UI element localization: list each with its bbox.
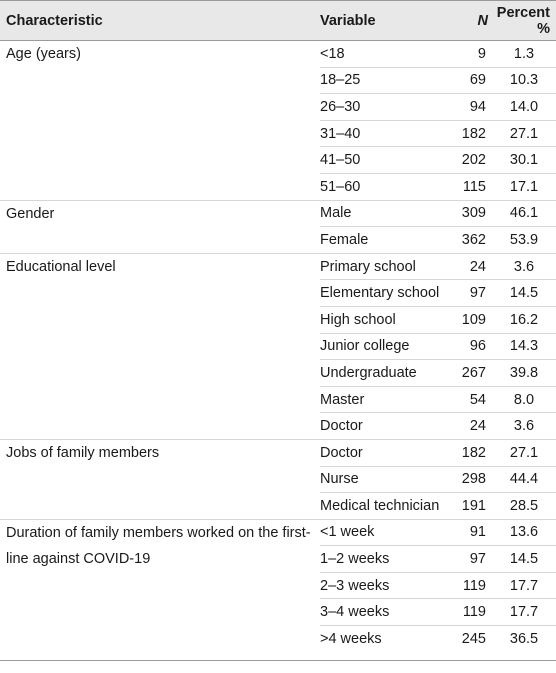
percent-cell: 3.6 — [490, 413, 556, 440]
variable-cell: 26–30 — [320, 94, 450, 121]
percent-cell: 53.9 — [490, 227, 556, 254]
table-row — [0, 439, 556, 466]
variable-cell: 3–4 weeks — [320, 599, 450, 626]
variable-cell: Male — [320, 200, 450, 227]
variable-cell: 51–60 — [320, 173, 450, 200]
variable-cell: 1–2 weeks — [320, 546, 450, 573]
n-cell: 69 — [450, 67, 490, 94]
percent-cell: 44.4 — [490, 466, 556, 493]
characteristic-cell: Educational level — [0, 253, 320, 439]
n-cell: 119 — [450, 599, 490, 626]
table-row — [0, 253, 556, 280]
variable-cell: <1 week — [320, 519, 450, 546]
percent-cell: 1.3 — [490, 41, 556, 68]
percent-cell: 27.1 — [490, 120, 556, 147]
header-row — [0, 1, 556, 41]
percent-cell: 14.3 — [490, 333, 556, 360]
percent-cell: 13.6 — [490, 519, 556, 546]
percent-cell: 14.5 — [490, 280, 556, 307]
characteristic-cell: Jobs of family members — [0, 439, 320, 519]
n-cell: 298 — [450, 466, 490, 493]
percent-cell: 17.1 — [490, 173, 556, 200]
variable-cell: Doctor — [320, 413, 450, 440]
n-cell: 24 — [450, 413, 490, 440]
percent-cell: 46.1 — [490, 200, 556, 227]
table-row — [0, 200, 556, 227]
table-row — [0, 519, 556, 546]
n-cell: 94 — [450, 94, 490, 121]
percent-cell: 16.2 — [490, 306, 556, 333]
variable-cell: Doctor — [320, 439, 450, 466]
percent-cell: 17.7 — [490, 572, 556, 599]
n-cell: 182 — [450, 120, 490, 147]
n-cell: 24 — [450, 253, 490, 280]
variable-cell: 31–40 — [320, 120, 450, 147]
percent-cell: 28.5 — [490, 493, 556, 520]
variable-cell: Junior college — [320, 333, 450, 360]
percent-cell: 14.5 — [490, 546, 556, 573]
n-cell: 202 — [450, 147, 490, 174]
variable-cell: Nurse — [320, 466, 450, 493]
n-cell: 91 — [450, 519, 490, 546]
variable-cell: 41–50 — [320, 147, 450, 174]
percent-cell: 10.3 — [490, 67, 556, 94]
variable-cell: 18–25 — [320, 67, 450, 94]
percent-cell: 17.7 — [490, 599, 556, 626]
n-cell: 96 — [450, 333, 490, 360]
variable-cell: Primary school — [320, 253, 450, 280]
characteristic-cell: Age (years) — [0, 41, 320, 201]
table-header — [0, 1, 556, 41]
percent-cell: 36.5 — [490, 626, 556, 653]
n-cell: 54 — [450, 386, 490, 413]
n-cell: 191 — [450, 493, 490, 520]
n-cell: 97 — [450, 280, 490, 307]
percent-cell: 27.1 — [490, 439, 556, 466]
table-row — [0, 41, 556, 68]
n-cell: 115 — [450, 173, 490, 200]
header-variable: Variable — [320, 12, 376, 29]
n-cell: 119 — [450, 572, 490, 599]
variable-cell: High school — [320, 306, 450, 333]
n-cell: 182 — [450, 439, 490, 466]
n-cell: 267 — [450, 360, 490, 387]
variable-cell: Undergraduate — [320, 360, 450, 387]
header-n: N — [477, 12, 488, 29]
n-cell: 97 — [450, 546, 490, 573]
percent-cell: 14.0 — [490, 94, 556, 121]
variable-cell: Master — [320, 386, 450, 413]
percent-cell: 3.6 — [490, 253, 556, 280]
characteristic-cell: Gender — [0, 200, 320, 253]
variable-cell: 2–3 weeks — [320, 572, 450, 599]
n-cell: 309 — [450, 200, 490, 227]
variable-cell: >4 weeks — [320, 626, 450, 653]
table-bottom-rule — [0, 660, 556, 661]
header-percent: Percent % — [496, 4, 550, 37]
n-cell: 9 — [450, 41, 490, 68]
percent-cell: 8.0 — [490, 386, 556, 413]
n-cell: 109 — [450, 306, 490, 333]
variable-cell: Elementary school — [320, 280, 450, 307]
table-body — [0, 41, 556, 653]
header-characteristic: Characteristic — [6, 12, 103, 29]
percent-cell: 39.8 — [490, 360, 556, 387]
n-cell: 245 — [450, 626, 490, 653]
variable-cell: <18 — [320, 41, 450, 68]
n-cell: 362 — [450, 227, 490, 254]
variable-cell: Female — [320, 227, 450, 254]
percent-cell: 30.1 — [490, 147, 556, 174]
variable-cell: Medical technician — [320, 493, 450, 520]
characteristic-cell: Duration of family members worked on the first-line against COVID-19 — [0, 519, 320, 652]
